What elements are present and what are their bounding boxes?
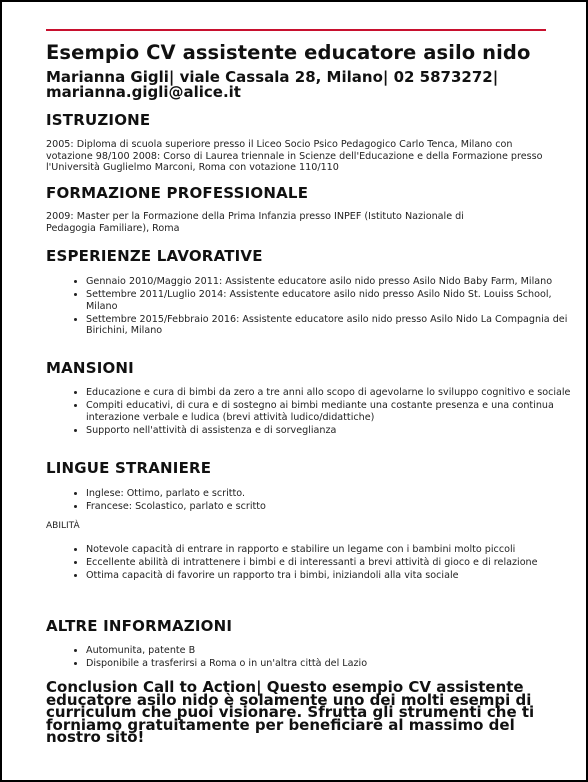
lingue-list [46, 488, 586, 514]
list-item: • Inglese: Ottimo, parlato e scritto. [86, 488, 586, 500]
list-item: • Educazione e cura di bimbi da zero a tre anni allo scopo di agevolarne lo sviluppo cognitivo e sociale [86, 387, 586, 399]
cv-content [46, 40, 571, 746]
altre-list [46, 645, 586, 671]
page-title: Esempio CV assistente educatore asilo nido [46, 41, 531, 64]
list-item: • Automunita, patente B [86, 645, 586, 657]
header-accent-line [46, 29, 546, 31]
section-title-esperienze: ESPERIENZE LAVORATIVE [46, 247, 263, 265]
section-label-abilita: ABILITÀ [46, 521, 80, 531]
section-title-mansioni: MANSIONI [46, 359, 134, 377]
list-item: • Eccellente abilità di intrattenere i bimbi e di interessanti a brevi attività di gioco e di relazione [86, 557, 586, 569]
list-item: • Compiti educativi, di cura e di sostegno ai bimbi mediante una costante presenza e una continua interazione verbale e ludica (brevi attività ludico/didattiche) [86, 400, 586, 423]
list-item: • Gennaio 2010/Maggio 2011: Assistente educatore asilo nido presso Asilo Nido Baby Farm, Milano [86, 276, 586, 288]
list-item: • Francese: Scolastico, parlato e scritto [86, 501, 586, 513]
esperienze-list [46, 276, 586, 338]
section-title-altre: ALTRE INFORMAZIONI [46, 617, 233, 635]
list-item: • Settembre 2011/Luglio 2014: Assistente educatore asilo nido presso Asilo Nido St. Louiss School, Milano [86, 289, 586, 312]
section-title-lingue: LINGUE STRANIERE [46, 459, 212, 477]
list-item: • Ottima capacità di favorire un rapporto tra i bimbi, iniziandoli alla vita sociale [86, 570, 586, 582]
list-item: • Notevole capacità di entrare in rapporto e stabilire un legame con i bambini molto piccoli [86, 544, 586, 556]
list-item: • Supporto nell'attività di assistenza e di sorveglianza [86, 425, 586, 437]
contact-line: Marianna Gigli| viale Cassala 28, Milano| 02 5873272| marianna.gigli@alice.it [46, 68, 499, 101]
formazione-text: 2009: Master per la Formazione della Prima Infanzia presso INPEF (Istituto Nazionale di Pedagogia Familiare), Roma [46, 211, 464, 234]
abilita-list [46, 544, 586, 583]
list-item: • Settembre 2015/Febbraio 2016: Assistente educatore asilo nido presso Asilo Nido La Compagnia dei Birichini, Milano [86, 314, 586, 337]
call-to-action: Conclusion Call to Action| Questo esempio CV assistente educatore asilo nido è solamente uno dei molti esempi di curriculum che puoi visionare. Sfrutta gli strumenti che ti forniamo gratuitamente per beneficiare al massimo del nostro sito! [46, 678, 535, 746]
section-title-formazione: FORMAZIONE PROFESSIONALE [46, 184, 309, 202]
list-item: • Disponibile a trasferirsi a Roma o in un'altra città del Lazio [86, 658, 586, 670]
section-title-istruzione: ISTRUZIONE [46, 111, 151, 129]
mansioni-list [46, 387, 586, 438]
istruzione-text: 2005: Diploma di scuola superiore presso il Liceo Socio Psico Pedagogico Carlo Tenca, Milano con votazione 98/100 2008: Corso di Laurea triennale in Scienze dell'Educazione e della Formazione presso l'Università Guglielmo Marconi, Roma con votazione 110/110 [46, 139, 543, 173]
